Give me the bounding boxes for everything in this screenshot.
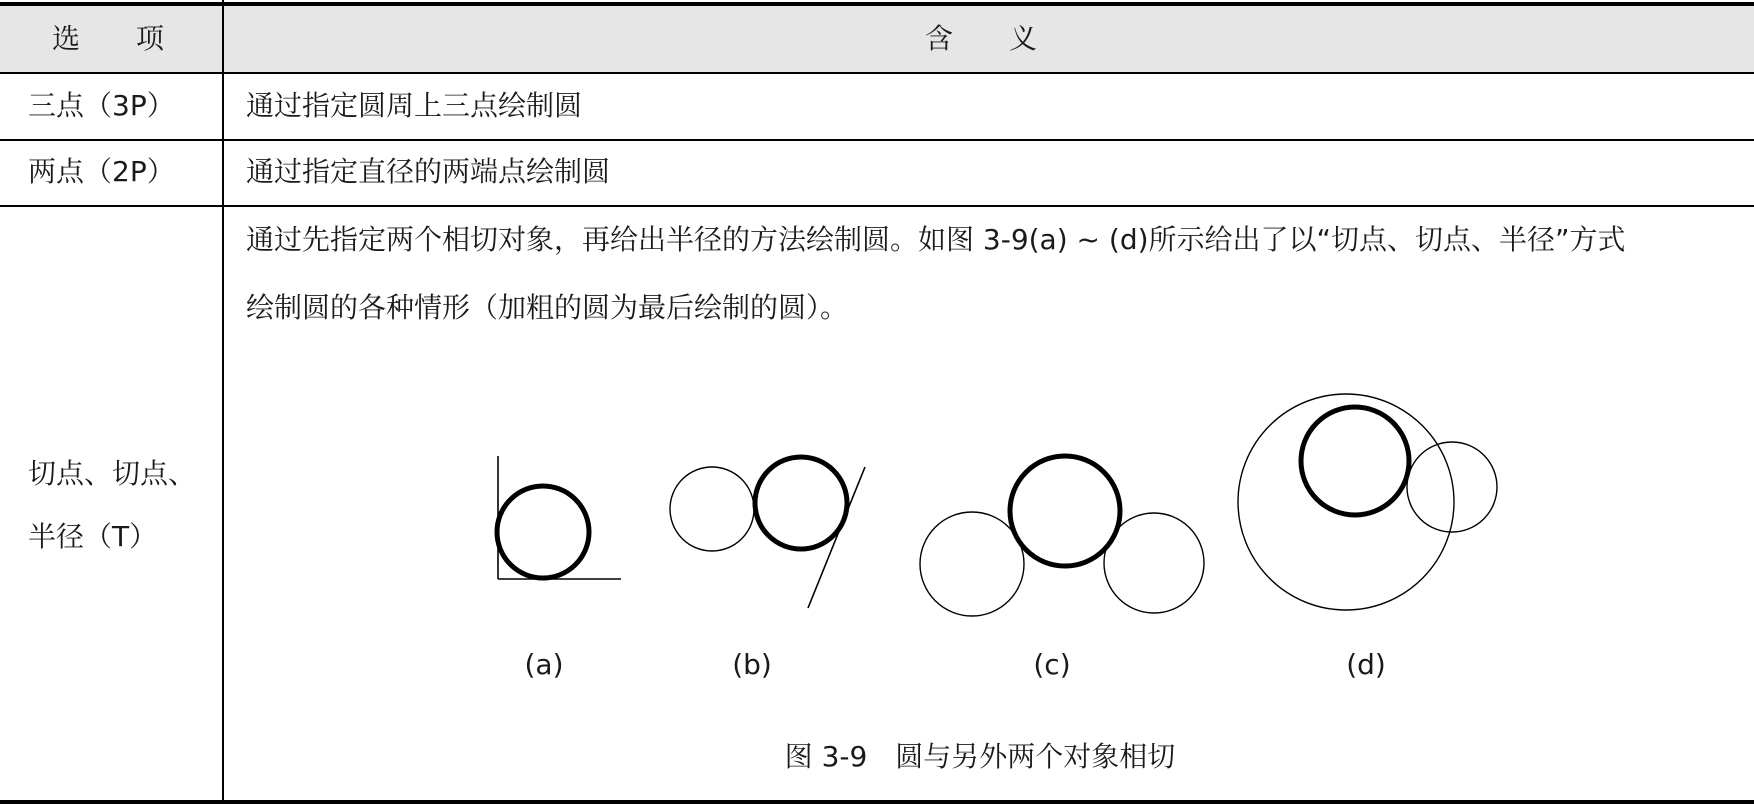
row-2p-meaning: 通过指定直径的两端点绘制圆 bbox=[246, 155, 611, 188]
row-ttr-meaning-line2: 绘制圆的各种情形（加粗的圆为最后绘制的圆）。 bbox=[246, 291, 849, 324]
row-ttr-option-line2: 半径（T） bbox=[28, 520, 158, 553]
row-ttr-option-line1: 切点、切点、 bbox=[28, 457, 197, 490]
figure-d bbox=[1238, 394, 1497, 610]
figure-label-d: (d) bbox=[1346, 648, 1386, 681]
figure-b-bold-circle bbox=[755, 457, 847, 549]
figure-label-c: (c) bbox=[1033, 648, 1071, 681]
figure-label-a: (a) bbox=[524, 648, 564, 681]
row-3p-option: 三点（3P） bbox=[28, 89, 175, 122]
row-3p-meaning: 通过指定圆周上三点绘制圆 bbox=[246, 89, 583, 122]
figure-c-bold-circle bbox=[1010, 456, 1120, 566]
figure-label-b: (b) bbox=[732, 648, 772, 681]
header-option: 选 项 bbox=[52, 22, 165, 55]
row-2p-option: 两点（2P） bbox=[28, 155, 175, 188]
figure-d-small-circle bbox=[1407, 442, 1497, 532]
figure-a bbox=[497, 456, 621, 579]
figure-c bbox=[920, 456, 1204, 616]
figure-c-left-circle bbox=[920, 512, 1024, 616]
figure-d-bold-circle bbox=[1301, 407, 1409, 515]
figure-b-circle bbox=[670, 467, 754, 551]
header-meaning: 含 义 bbox=[925, 22, 1038, 55]
row-ttr-meaning-line1: 通过先指定两个相切对象，再给出半径的方法绘制圆。如图 3-9(a) ~ (d)所示给出了以“切点、切点、半径”方式 bbox=[246, 223, 1626, 256]
figure-b-slanted-line bbox=[808, 467, 865, 608]
figure-b bbox=[670, 457, 865, 608]
figure-caption: 图 3-9 圆与另外两个对象相切 bbox=[784, 740, 1176, 773]
figure-d-outer-circle bbox=[1238, 394, 1454, 610]
figure-a-bold-circle bbox=[497, 486, 589, 578]
